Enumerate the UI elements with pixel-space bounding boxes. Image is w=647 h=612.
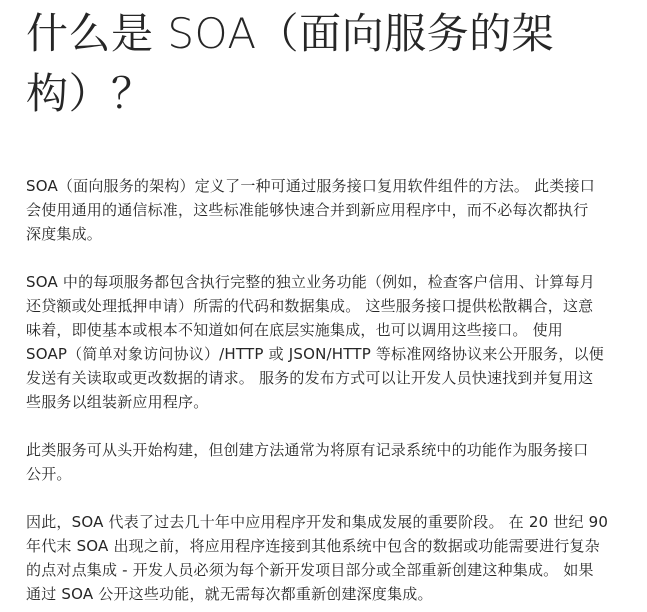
- text-line: 此类服务可从头开始构建，但创建方法通常为将原有记录系统中的功能作为服务接口: [26, 441, 589, 459]
- text-line: 年代末 SOA 出现之前，将应用程序连接到其他系统中包含的数据或功能需要进行复杂: [26, 537, 600, 555]
- page-title-line: 什么是 SOA（面向服务的架: [26, 9, 555, 58]
- text-line: 些服务以组装新应用程序。: [26, 393, 209, 411]
- paragraph-soa-services: [26, 270, 630, 414]
- text-line: 会使用通用的通信标准，这些标准能够快速合并到新应用程序中，而不必每次都执行: [26, 201, 589, 219]
- title-block: [26, 4, 636, 124]
- text-line: 因此，SOA 代表了过去几十年中应用程序开发和集成发展的重要阶段。 在 20 世纪 90: [26, 513, 609, 531]
- text-line: 通过 SOA 公开这些功能，就无需每次都重新创建深度集成。: [26, 585, 433, 603]
- text-line: SOA（面向服务的架构）定义了一种可通过服务接口复用软件组件的方法。 此类接口: [26, 177, 595, 195]
- text-line: 公开。: [26, 465, 72, 483]
- paragraph-service-construction: [26, 438, 630, 486]
- text-line: 味着，即使基本或根本不知道如何在底层实施集成，也可以调用这些接口。 使用: [26, 321, 563, 339]
- text-line: 还贷额或处理抵押申请）所需的代码和数据集成。 这些服务接口提供松散耦合，这意: [26, 297, 594, 315]
- paragraph-soa-history: [26, 510, 630, 606]
- page-title-line: 构）？: [26, 69, 154, 118]
- page-title: [26, 4, 636, 124]
- text-line: 深度集成。: [26, 225, 103, 243]
- text-line: SOAP（简单对象访问协议）/HTTP 或 JSON/HTTP 等标准网络协议来公开服务，以便: [26, 345, 604, 363]
- paragraph-soa-definition: [26, 174, 630, 246]
- text-line: 的点对点集成 - 开发人员必须为每个新开发项目部分或全部重新创建这种集成。 如果: [26, 561, 594, 579]
- text-line: 发送有关读取或更改数据的请求。 服务的发布方式可以让开发人员快速找到并复用这: [26, 369, 594, 387]
- text-line: SOA 中的每项服务都包含执行完整的独立业务功能（例如，检查客户信用、计算每月: [26, 273, 595, 291]
